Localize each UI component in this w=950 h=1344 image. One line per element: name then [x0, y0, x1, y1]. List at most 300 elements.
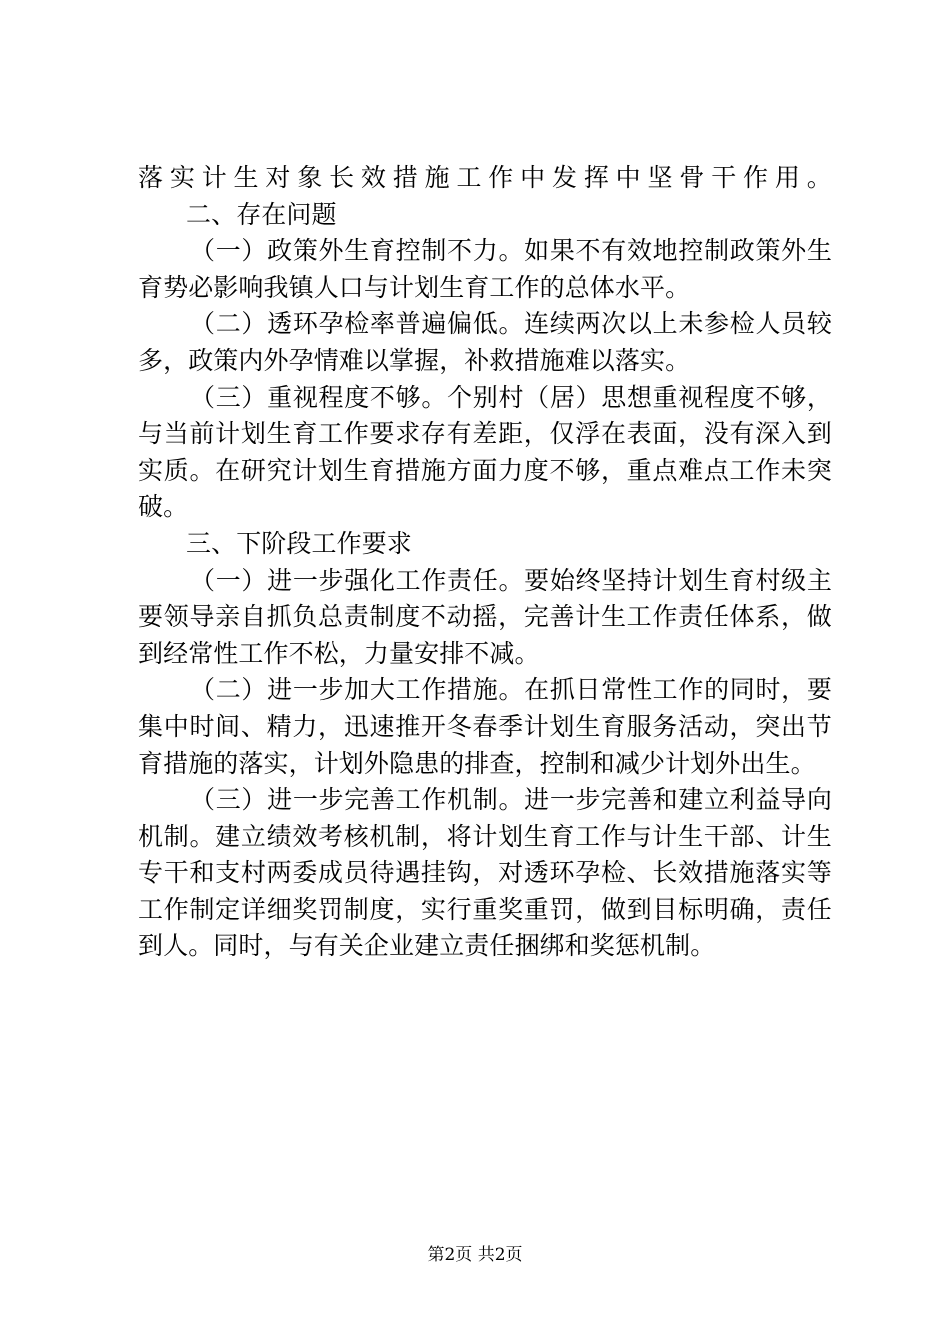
text-char: 生	[523, 821, 549, 851]
text-char: 作	[163, 894, 189, 924]
text-char: ）	[241, 675, 267, 705]
text-char: 突	[755, 711, 781, 741]
text-char: 孕	[575, 858, 601, 888]
text-char: 建	[678, 785, 704, 815]
text-char: 任	[806, 894, 832, 924]
text-char: 外	[781, 236, 807, 266]
text-char: 一	[549, 785, 575, 815]
text-char: 用	[774, 163, 800, 192]
text-char: 实	[138, 455, 164, 485]
paragraph-line-4: 育势必影响我镇人口与计划生育工作的总体水平。	[138, 272, 691, 302]
text-char: 始	[549, 565, 575, 595]
text-char: 效	[626, 236, 653, 266]
text-char: 不	[420, 602, 447, 632]
text-char: 善	[626, 785, 653, 815]
text-char: 做	[806, 602, 832, 632]
text-char: ，	[729, 711, 755, 741]
text-char: 工	[652, 675, 678, 705]
text-char: 作	[755, 455, 781, 485]
text-char: 划	[318, 455, 344, 485]
text-char: 时	[189, 711, 215, 741]
text-char: 立	[704, 785, 730, 815]
text-char: 够	[575, 455, 601, 485]
text-char: 的	[704, 675, 730, 705]
text-char: 如	[524, 236, 550, 266]
text-char: 细	[266, 894, 292, 924]
text-char: 落	[138, 163, 164, 192]
text-char: 有	[446, 419, 472, 449]
text-char: 行	[446, 894, 472, 924]
text-char: 够	[395, 382, 421, 412]
text-char: 生	[343, 455, 369, 485]
text-char: 导	[781, 785, 807, 815]
paragraph-line-15	[138, 672, 832, 709]
text-char: 责	[343, 602, 369, 632]
text-char: 完	[344, 785, 370, 815]
text-char: 距	[498, 419, 524, 449]
text-char: 想	[626, 382, 653, 412]
text-char: 领	[163, 602, 189, 632]
text-char: 考	[318, 821, 344, 851]
text-char: 一	[215, 236, 241, 266]
text-char: 长	[329, 163, 355, 192]
text-char: 机	[138, 821, 164, 851]
text-char: 自	[240, 602, 266, 632]
text-char: 完	[601, 785, 627, 815]
text-char: 育	[292, 419, 318, 449]
text-char: 利	[729, 785, 755, 815]
text-char: 制	[343, 894, 369, 924]
text-char: 动	[446, 602, 472, 632]
text-char: 作	[421, 785, 447, 815]
paragraph-line-13	[138, 599, 832, 636]
text-char: 中	[163, 711, 189, 741]
text-char: 面	[472, 455, 498, 485]
text-char: 和	[652, 785, 678, 815]
text-char: 立	[240, 821, 266, 851]
text-char: 不	[575, 236, 601, 266]
text-char: 核	[343, 821, 369, 851]
text-char: 春	[472, 711, 498, 741]
text-char: 透	[523, 858, 549, 888]
text-char: 作	[743, 163, 769, 192]
paragraph-line-14: 到经常性工作不松，力量安排不减。	[138, 638, 540, 668]
text-char: 步	[318, 675, 344, 705]
text-char: 常	[601, 675, 627, 705]
text-char: 亲	[215, 602, 241, 632]
text-char: 划	[549, 711, 575, 741]
text-char: 作	[343, 419, 369, 449]
text-char: 工	[318, 419, 344, 449]
section-heading-problems: 二、存在问题	[186, 199, 337, 229]
text-char: 。	[498, 309, 524, 339]
text-char: 级	[781, 565, 807, 595]
text-char: 步	[318, 785, 344, 815]
text-char: 以	[626, 309, 653, 339]
text-char: 骨	[679, 163, 705, 192]
text-char: 一	[292, 785, 318, 815]
text-char: ，	[420, 821, 447, 851]
text-char: 生	[704, 565, 730, 595]
text-char: 计	[201, 163, 227, 192]
text-char: 思	[601, 382, 627, 412]
text-char: 程	[318, 382, 344, 412]
text-char: ，	[575, 894, 601, 924]
text-char: 导	[189, 602, 215, 632]
text-char: 育	[369, 236, 396, 266]
text-char: 工	[626, 602, 652, 632]
text-char: 步	[575, 785, 601, 815]
text-char: 效	[360, 163, 387, 192]
text-char: 。	[421, 382, 447, 412]
text-char: 进	[267, 675, 293, 705]
text-char: 摇	[472, 602, 498, 632]
text-char: 地	[652, 236, 678, 266]
text-char: 持	[626, 565, 653, 595]
text-char: 参	[704, 309, 730, 339]
text-char: 实	[780, 858, 807, 888]
paragraph-line-12	[138, 563, 832, 600]
text-char: 罚	[549, 894, 575, 924]
paragraph-line-1	[138, 160, 832, 197]
text-char: 实	[169, 163, 195, 192]
text-char: 率	[369, 309, 396, 339]
text-char: 计	[780, 821, 807, 851]
text-char: （	[190, 382, 216, 412]
text-char: 与	[138, 419, 164, 449]
text-char: 视	[678, 382, 704, 412]
text-char: 员	[781, 309, 807, 339]
text-char: 生	[233, 163, 259, 192]
page-number-label: 第2页 共2页	[427, 1245, 523, 1265]
text-char: 终	[575, 565, 601, 595]
text-char: 。	[498, 565, 524, 595]
text-char: 施	[729, 858, 755, 888]
text-char: ）	[241, 785, 267, 815]
text-char: 定	[215, 894, 241, 924]
text-char: 策	[292, 236, 318, 266]
text-char: 差	[472, 419, 498, 449]
text-char: 未	[678, 309, 704, 339]
text-char: 检	[344, 309, 370, 339]
text-char: 深	[755, 419, 781, 449]
text-char: 策	[755, 236, 781, 266]
text-char: ）	[241, 309, 267, 339]
text-char: 次	[601, 309, 627, 339]
text-char: 速	[369, 711, 395, 741]
text-char: 向	[806, 785, 832, 815]
text-char: 总	[318, 602, 344, 632]
text-char: 出	[780, 711, 807, 741]
text-char: 度	[523, 455, 549, 485]
text-char: 有	[601, 236, 627, 266]
text-char: 度	[369, 894, 395, 924]
text-char: 措	[392, 163, 418, 192]
text-char: 施	[420, 455, 447, 485]
text-char: （	[524, 382, 550, 412]
paragraph-line-21	[138, 892, 832, 929]
text-char: 目	[652, 894, 678, 924]
text-char: 作	[488, 163, 514, 192]
text-char: 个	[447, 382, 473, 412]
text-char: 开	[420, 711, 447, 741]
text-char: 透	[267, 309, 293, 339]
page-number-footer	[0, 1244, 950, 1266]
text-char: 计	[215, 419, 241, 449]
paragraph-line-7	[138, 380, 832, 417]
text-char: 进	[267, 785, 293, 815]
text-char: 环	[292, 309, 318, 339]
text-char: 部	[729, 821, 755, 851]
text-char: 重	[652, 382, 678, 412]
text-char: 遍	[421, 309, 447, 339]
text-char: 村	[755, 565, 781, 595]
text-char: 干	[711, 163, 737, 192]
text-char: 研	[240, 455, 266, 485]
text-char: 偏	[447, 309, 473, 339]
text-char: 度	[729, 382, 755, 412]
text-char: 表	[626, 419, 652, 449]
text-char: 施	[424, 163, 450, 192]
text-char: 作	[421, 675, 447, 705]
text-char: 别	[472, 382, 498, 412]
text-char: 居	[549, 382, 575, 412]
text-char: 工	[138, 894, 164, 924]
text-char: 委	[292, 858, 318, 888]
text-char: 成	[318, 858, 344, 888]
text-char: 建	[215, 821, 241, 851]
text-char: 进	[524, 785, 550, 815]
text-char: 连	[524, 309, 550, 339]
text-char: 究	[266, 455, 292, 485]
text-char: ）	[575, 382, 601, 412]
text-char: 不	[369, 382, 396, 412]
text-char: 检	[729, 309, 755, 339]
text-char: 进	[267, 565, 293, 595]
text-char: 负	[292, 602, 318, 632]
text-char: 挥	[583, 163, 609, 192]
text-char: 要	[806, 675, 832, 705]
text-char: 、	[755, 821, 781, 851]
text-char: 罚	[318, 894, 344, 924]
paragraph-line-8	[138, 416, 832, 453]
text-char: 任	[703, 602, 729, 632]
text-char: ，	[678, 419, 704, 449]
text-char: 程	[704, 382, 730, 412]
text-char: ，	[523, 419, 549, 449]
text-char: 不	[447, 236, 473, 266]
text-char: 效	[292, 821, 318, 851]
text-char: 措	[447, 675, 473, 705]
paragraph-line-17: 育措施的落实，计划外隐患的排查，控制和减少计划外出生。	[138, 748, 816, 778]
text-char: 干	[703, 821, 729, 851]
text-char: 制	[395, 821, 421, 851]
text-char: 绩	[266, 821, 292, 851]
text-char: 抓	[549, 675, 575, 705]
text-char: 计	[652, 565, 678, 595]
text-char: 三	[215, 382, 241, 412]
text-char: 生	[678, 821, 704, 851]
text-char: 计	[575, 602, 601, 632]
text-char: 制	[189, 894, 215, 924]
text-char: 迅	[343, 711, 369, 741]
text-char: 求	[395, 419, 421, 449]
text-char: 度	[395, 602, 421, 632]
text-char: 服	[626, 711, 652, 741]
text-char: 、	[240, 711, 266, 741]
text-char: 制	[472, 785, 498, 815]
text-char: 控	[678, 236, 704, 266]
text-char: 中	[615, 163, 641, 192]
text-char: 日	[575, 675, 601, 705]
text-char: 象	[297, 163, 323, 192]
text-char: 挂	[420, 858, 447, 888]
text-char: 责	[780, 894, 807, 924]
text-char: 点	[652, 455, 678, 485]
text-char: 二	[215, 309, 241, 339]
text-char: 环	[549, 858, 575, 888]
text-char: 力	[472, 236, 498, 266]
text-char: 难	[678, 455, 704, 485]
text-char: 员	[343, 858, 369, 888]
text-char: 要	[524, 565, 550, 595]
text-char: 坚	[647, 163, 673, 192]
text-char: 到	[626, 894, 652, 924]
text-char: 生	[806, 821, 832, 851]
paragraph-line-20	[138, 855, 832, 892]
text-char: 生	[266, 419, 292, 449]
text-char: 重	[472, 894, 498, 924]
text-char: 不	[549, 455, 575, 485]
paragraph-line-3	[138, 233, 832, 270]
text-char: 详	[240, 894, 266, 924]
text-char: 工	[395, 785, 421, 815]
text-char: 人	[755, 309, 781, 339]
text-char: 工	[395, 565, 421, 595]
text-char: 外	[318, 236, 344, 266]
text-char: 在	[524, 675, 550, 705]
paragraph-line-16	[138, 709, 832, 746]
text-char: 干	[163, 858, 189, 888]
text-char: 作	[678, 675, 704, 705]
text-char: 点	[703, 455, 729, 485]
text-char: 遇	[395, 858, 421, 888]
text-char: 实	[420, 894, 447, 924]
text-char: 计	[652, 821, 678, 851]
text-char: 任	[472, 565, 498, 595]
text-char: 间	[215, 711, 241, 741]
text-char: 制	[163, 821, 189, 851]
text-char: 。	[189, 455, 215, 485]
text-char: 善	[369, 785, 396, 815]
text-char: 计	[523, 711, 549, 741]
text-char: 制	[421, 236, 447, 266]
text-char: ）	[241, 565, 267, 595]
text-char: 机	[369, 821, 395, 851]
text-char: 奖	[292, 894, 318, 924]
text-char: 中	[520, 163, 546, 192]
text-char: ，	[600, 455, 627, 485]
text-char: 强	[344, 565, 370, 595]
text-char: （	[190, 236, 216, 266]
text-char: 制	[369, 602, 395, 632]
text-char: 对	[265, 163, 291, 192]
text-char: （	[190, 309, 216, 339]
text-char: ）	[241, 236, 267, 266]
text-char: 要	[138, 602, 164, 632]
text-char: ，	[318, 711, 344, 741]
text-char: 和	[189, 858, 215, 888]
text-char: 加	[344, 675, 370, 705]
text-char: 检	[600, 858, 627, 888]
text-char: 奖	[498, 894, 524, 924]
text-char: 在	[215, 455, 241, 485]
text-char: 明	[703, 894, 729, 924]
text-char: 面	[652, 419, 678, 449]
text-char: 前	[189, 419, 215, 449]
text-char: （	[190, 565, 216, 595]
text-char: 将	[446, 821, 472, 851]
text-char: 一	[292, 565, 318, 595]
text-char: 工	[395, 675, 421, 705]
text-char: 善	[549, 602, 575, 632]
text-char: 落	[755, 858, 781, 888]
text-char: 对	[498, 858, 524, 888]
text-char: 生	[600, 602, 627, 632]
text-char: 等	[806, 858, 832, 888]
text-char: 大	[369, 675, 396, 705]
text-char: 育	[600, 711, 627, 741]
text-char: 计	[292, 455, 318, 485]
text-char: 措	[703, 858, 729, 888]
text-char: 工	[729, 455, 755, 485]
text-char: 。	[498, 785, 524, 815]
text-char: 步	[318, 565, 344, 595]
text-char: 三	[215, 785, 241, 815]
text-char: 与	[626, 821, 652, 851]
text-char: 性	[626, 675, 653, 705]
text-char: 重	[626, 455, 652, 485]
text-char: 育	[729, 565, 755, 595]
text-char: 活	[678, 711, 704, 741]
text-char: 工	[575, 821, 601, 851]
text-char: 。	[498, 675, 524, 705]
text-char: 施	[472, 675, 498, 705]
text-char: ，	[498, 602, 524, 632]
text-char: 度	[344, 382, 370, 412]
text-char: 到	[806, 419, 832, 449]
text-char: 要	[369, 419, 395, 449]
text-char: 、	[626, 858, 652, 888]
text-char: 两	[575, 309, 601, 339]
text-char: 有	[729, 419, 755, 449]
text-char: 标	[678, 894, 704, 924]
text-char: 。	[498, 236, 524, 266]
text-char: 不	[755, 382, 781, 412]
text-char: 一	[215, 565, 241, 595]
text-char: ）	[241, 382, 267, 412]
text-char: 系	[755, 602, 781, 632]
text-char: 两	[266, 858, 292, 888]
text-char: 节	[806, 711, 832, 741]
text-char: 作	[652, 602, 678, 632]
paragraph-line-9	[138, 453, 832, 490]
text-char: 责	[447, 565, 473, 595]
text-char: 长	[652, 858, 678, 888]
document-body	[138, 160, 832, 965]
text-char: 发	[551, 163, 578, 192]
text-char: 二	[215, 675, 241, 705]
